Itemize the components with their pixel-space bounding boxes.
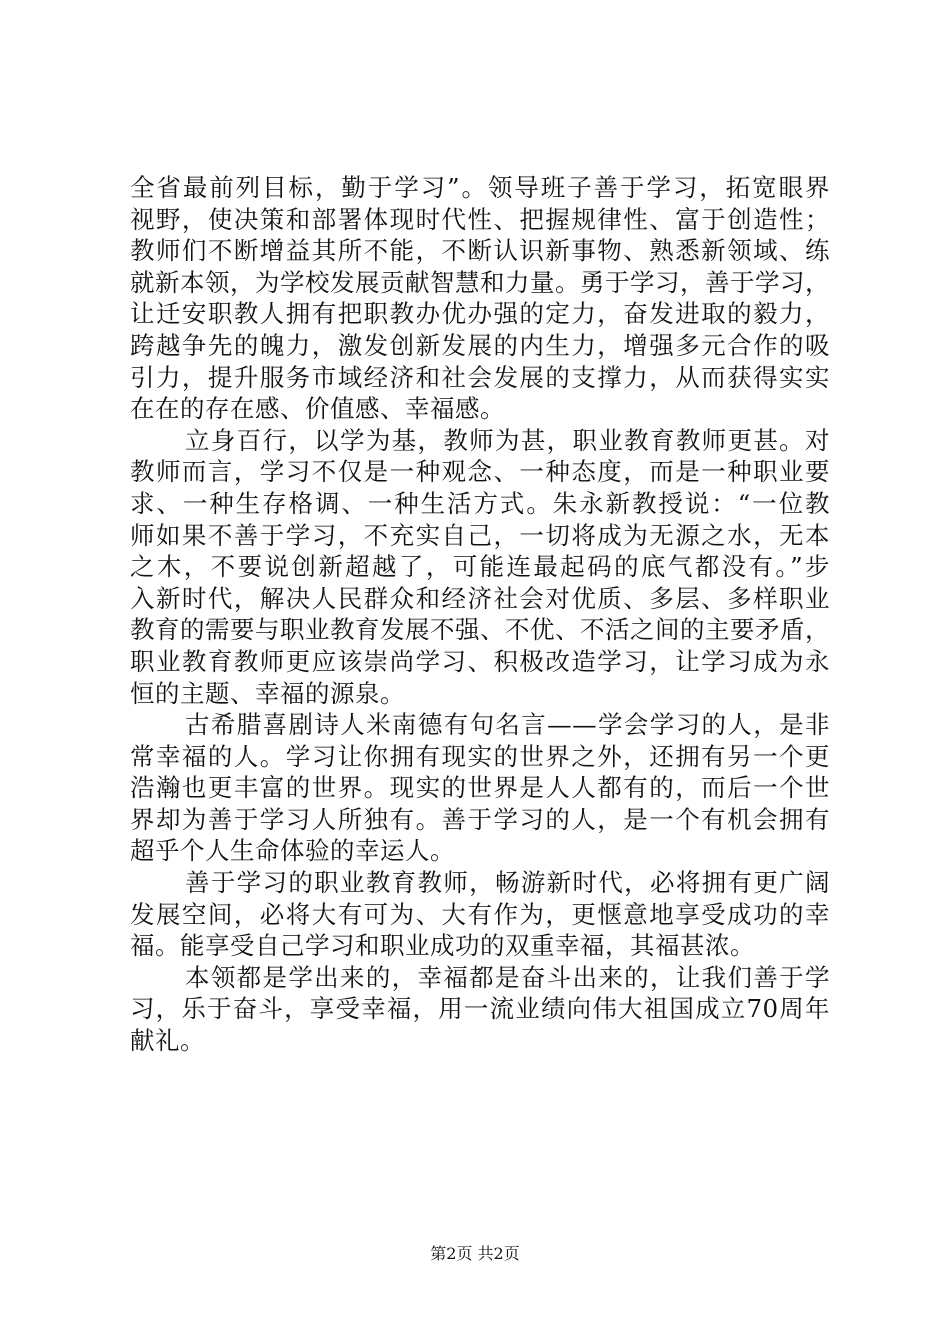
paragraph [130,425,830,709]
text-line: 恒的主题、幸福的源泉。 [130,678,405,708]
text-line: 善于学习的职业教育教师，畅游新时代，必将拥有更广阔 [185,868,830,898]
text-line: 福。能享受自己学习和职业成功的双重幸福，其福甚浓。 [130,931,755,961]
page-number: 第2页 共2页 [430,1244,520,1263]
text-line: 引力，提升服务市域经济和社会发展的支撑力，从而获得实实 [130,362,830,392]
text-line: 常幸福的人。学习让你拥有现实的世界之外，还拥有另一个更 [130,741,830,771]
text-line: 发展空间，必将大有可为、大有作为，更惬意地享受成功的幸 [130,899,830,929]
text-line: 让迁安职教人拥有把职教办优办强的定力，奋发进取的毅力， [130,299,830,329]
text-line: 在在的存在感、价值感、幸福感。 [130,394,505,424]
document-body [130,172,830,1057]
text-line: 跨越争先的魄力，激发创新发展的内生力，增强多元合作的吸 [130,330,830,360]
text-line: 习，乐于奋斗，享受幸福，用一流业绩向伟大祖国成立70周年 [130,994,830,1024]
text-line: 古希腊喜剧诗人米南德有句名言——学会学习的人，是非 [185,710,830,740]
text-line: 教师而言，学习不仅是一种观念、一种态度，而是一种职业要 [130,457,830,487]
paragraph [130,962,830,1057]
text-line: 教师们不断增益其所不能，不断认识新事物、熟悉新领域、练 [130,236,830,266]
text-line: 师如果不善于学习，不充实自己，一切将成为无源之水，无本 [130,520,830,550]
paragraph [130,709,830,867]
text-line: 求、一种生存格调、一种生活方式。朱永新教授说：“一位教 [130,488,830,518]
text-line: 教育的需要与职业教育发展不强、不优、不活之间的主要矛盾， [130,615,830,645]
text-line: 全省最前列目标，勤于学习”。领导班子善于学习，拓宽眼界 [130,173,830,202]
text-line: 视野，使决策和部署体现时代性、把握规律性、富于创造性； [130,204,830,234]
text-line: 献礼。 [130,1026,205,1056]
text-line: 界却为善于学习人所独有。善于学习的人，是一个有机会拥有 [130,804,830,834]
text-line: 立身百行，以学为基，教师为甚，职业教育教师更甚。对 [185,425,830,455]
text-line: 本领都是学出来的，幸福都是奋斗出来的，让我们善于学 [185,962,830,992]
paragraph [130,867,830,962]
paragraph [130,172,830,425]
text-line: 超乎个人生命体验的幸运人。 [130,836,455,866]
text-line: 之木，不要说创新超越了，可能连最起码的底气都没有。”步 [130,552,830,582]
text-line: 职业教育教师更应该崇尚学习、积极改造学习，让学习成为永 [130,646,830,676]
text-line: 就新本领，为学校发展贡献智慧和力量。勇于学习，善于学习， [130,267,830,297]
text-line: 浩瀚也更丰富的世界。现实的世界是人人都有的，而后一个世 [130,773,830,803]
text-line: 入新时代，解决人民群众和经济社会对优质、多层、多样职业 [130,583,830,613]
